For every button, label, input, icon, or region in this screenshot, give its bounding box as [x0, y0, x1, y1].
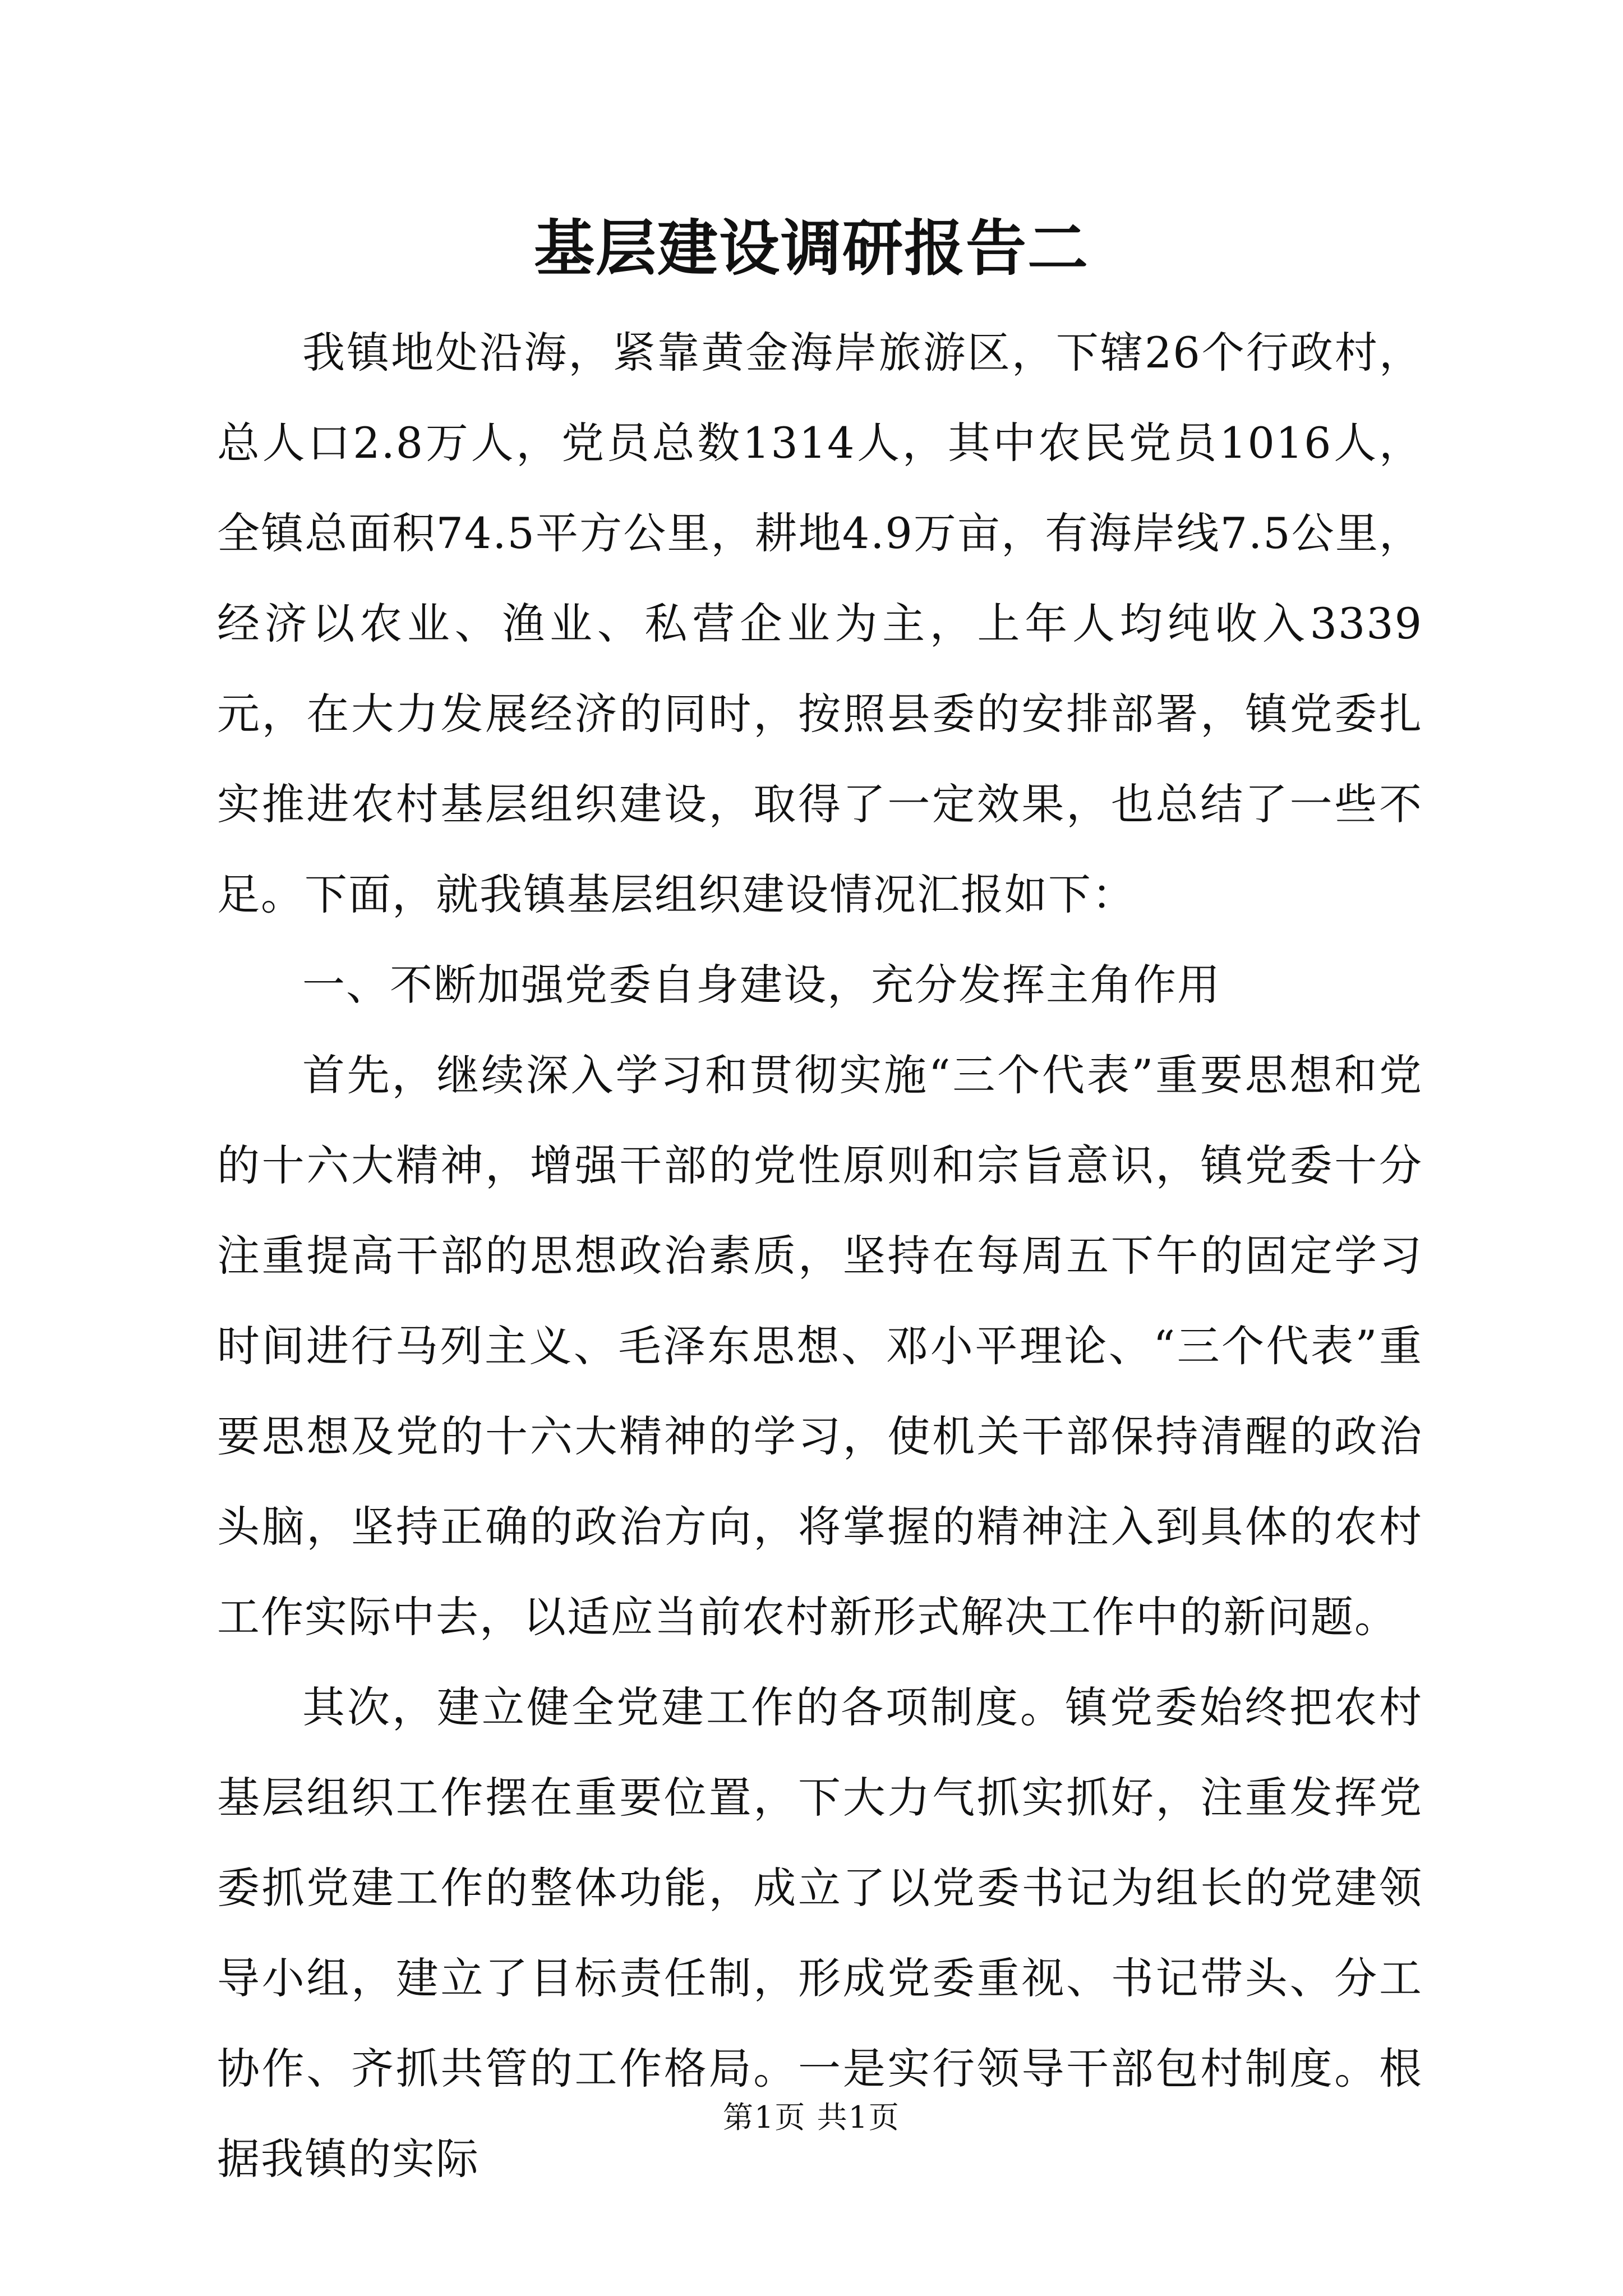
paragraph-intro: 我镇地处沿海，紧靠黄金海岸旅游区，下辖26个行政村，总人口2.8万人，党员总数1314人，其中农民党员1016人，全镇总面积74.5平方公里，耕地4.9万亩，有海岸线7.5公里，经济以农业、渔业、私营企业为主，上年人均纯收入3339元，在大力发展经济的同时，按照县委的安排部署，镇党委扎实推进农村基层组织建设，取得了一定效果，也总结了一些不足。下面，就我镇基层组织建设情况汇报如下： [217, 328, 1423, 919]
document-title: 基层建设调研报告二 [533, 213, 1089, 284]
paragraph-first: 首先，继续深入学习和贯彻实施“三个代表”重要思想和党的十六大精神，增强干部的党性原则和宗旨意识，镇党委十分注重提高干部的思想政治素质，坚持在每周五下午的固定学习时间进行马列主义、毛泽东思想、邓小平理论、“三个代表”重要思想及党的十六大精神的学习，使机关干部保持清醒的政治头脑，坚持正确的政治方向，将掌握的精神注入到具体的农村工作实际中去，以适应当前农村新形式解决工作中的新问题。 [217, 1050, 1423, 1642]
paragraph-second: 其次，建立健全党建工作的各项制度。镇党委始终把农村基层组织工作摆在重要位置，下大力气抓实抓好，注重发挥党委抓党建工作的整体功能，成立了以党委书记为组长的党建领导小组，建立了目标责任制，形成党委重视、书记带头、分工协作、齐抓共管的工作格局。一是实行领导干部包村制度。根据我镇的实际 [217, 1682, 1423, 2184]
page-footer: 第1页 共1页 [723, 2100, 900, 2135]
section-heading-1: 一、不断加强党委自身建设，充分发挥主角作用 [302, 960, 1221, 1010]
document-body [217, 307, 1423, 2204]
